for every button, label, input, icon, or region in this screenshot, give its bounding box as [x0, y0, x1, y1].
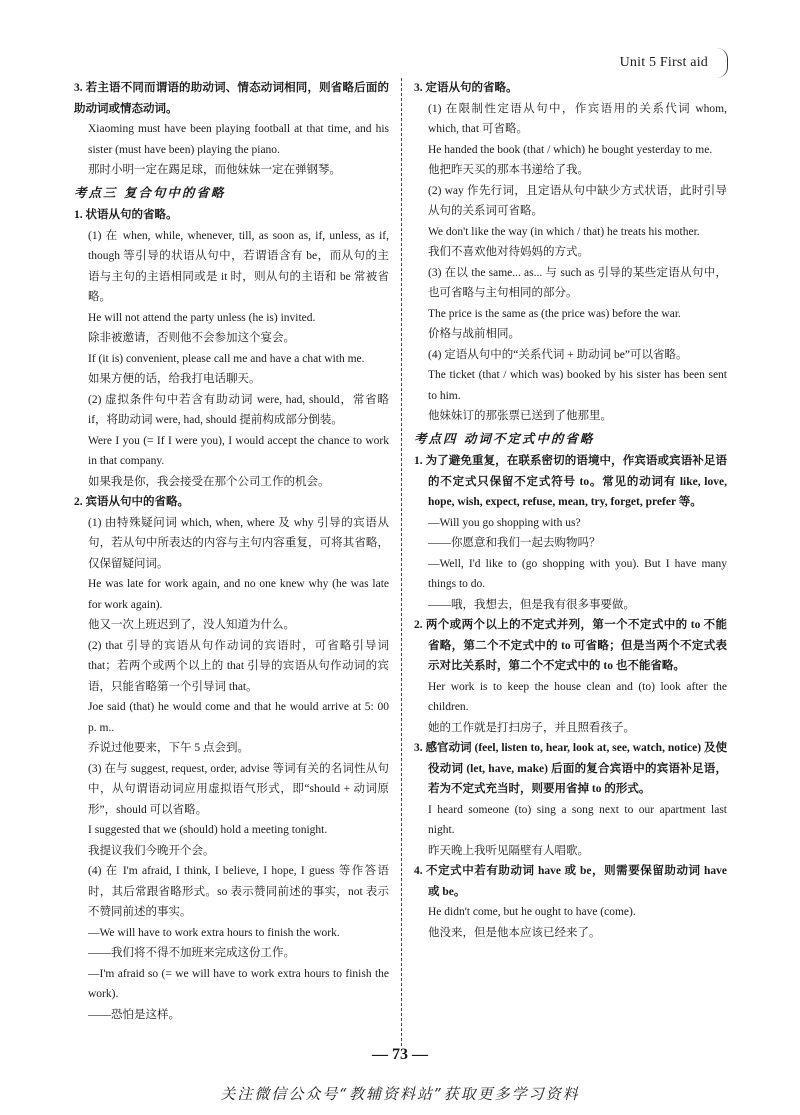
body-text: Were I you (= If I were you), I would accept the chance to work in that company.: [88, 434, 389, 467]
body-text: 昨天晚上我听见隔壁有人唱歌。: [428, 844, 589, 857]
page-number: — 73 —: [372, 1046, 428, 1063]
footer-note: 关注微信公众号“教辅资料站”获取更多学习资料: [220, 1085, 580, 1103]
body-text: (4) 定语从句中的“关系代词 + 助动词 be”可以省略。: [428, 348, 688, 361]
body-text: We don't like the way (in which / that) he treats his mother.: [428, 225, 700, 238]
column-divider: [401, 78, 402, 1046]
body-text: He didn't come, but he ought to have (come).: [428, 906, 636, 918]
item-heading: 3. 若主语不同而谓语的助动词、情态动词相同，则省略后面的助动词或情态动词。: [74, 82, 389, 115]
body-text: He handed the book (that / which) he bought yesterday to me.: [428, 143, 713, 156]
body-text: 如果方便的话，给我打电话聊天。: [88, 373, 261, 385]
dialogue-line: —Well, I'd like to (go shopping with you). But I have many things to do.: [428, 557, 727, 590]
body-text: (1) 在 when, while, whenever, till, as soon as, if, unless, as if, though 等引导的状语从句中，若谓语含有 be，而从句的主语与主句的主语相同或是 it 时，则从句的主语和 be 常被省略。: [88, 229, 389, 303]
body-text: ——我们将不得不加班来完成这份工作。: [88, 947, 295, 959]
dialogue-line: ——哦，我想去，但是我有很多事要做。: [428, 598, 635, 611]
body-text: (3) 在与 suggest, request, order, advise 等词有关的名词性从句中，从句谓语动词应用虚拟语气形式，即“should + 动词原形”，should 可以省略。: [88, 762, 389, 816]
body-text: —We will have to work extra hours to finish the work.: [88, 926, 340, 939]
section-heading: 考点三 复合句中的省略: [74, 184, 226, 200]
body-text: (2) 虚拟条件句中若含有助动词 were, had, should，常省略 if，将助动词 were, had, should 提前构成部分倒装。: [88, 393, 389, 426]
dialogue-line: —Will you go shopping with us?: [428, 516, 581, 529]
dialogue-line: ——你愿意和我们一起去购物吗？: [428, 537, 601, 549]
body-text: 价格与战前相同。: [428, 328, 520, 340]
body-text: (1) 由特殊疑问词 which, when, where 及 why 引导的宾语从句，若从句中所表达的内容与主句内容重复，可将其省略，仅保留疑问词。: [88, 516, 389, 570]
body-text: The ticket (that / which was) booked by his sister has been sent to him.: [428, 369, 727, 402]
body-text: (1) 在限制性定语从句中，作宾语用的关系代词 whom, which, that 可省略。: [428, 102, 727, 135]
item-heading: 1. 状语从句的省略。: [74, 209, 178, 221]
body-text: 我们不喜欢他对待妈妈的方式。: [428, 246, 589, 258]
body-text: 那时小明一定在踢足球，而他妹妹一定在弹钢琴。: [88, 164, 341, 176]
body-text: The price is the same as (the price was) before the war.: [428, 307, 681, 320]
body-text: Joe said (that) he would come and that he would arrive at 5: 00 p. m..: [88, 701, 389, 734]
item-heading: 4. 不定式中若有助动词 have 或 be，则需要保留助动词 have 或 be。: [414, 865, 727, 898]
body-text: If (it is) convenient, please call me and have a chat with me.: [88, 352, 365, 365]
left-column: [74, 78, 389, 1025]
body-text: (2) that 引导的宾语从句作动词的宾语时，可省略引导词 that；若两个或两个以上的 that 引导的宾语从句作动词的宾语，只能省略第一个引导词 that。: [88, 639, 389, 693]
right-column: [414, 78, 727, 943]
body-text: I heard someone (to) sing a song next to our apartment last night.: [428, 803, 727, 836]
body-text: (4) 在 I'm afraid, I think, I believe, I hope, I guess 等作答语时，其后常跟省略形式。so 表示赞同前述的事实，not 表示不赞同前述的事实。: [88, 865, 389, 918]
body-text: 如果我是你，我会接受在那个公司工作的机会。: [88, 475, 330, 488]
body-text: —I'm afraid so (= we will have to work extra hours to finish the work).: [88, 967, 389, 1000]
body-text: (2) way 作先行词，且定语从句中缺少方式状语，此时引导从句的关系词可省略。: [428, 184, 727, 217]
body-text: 我提议我们今晚开个会。: [88, 844, 215, 857]
unit-title: Unit 5 First aid: [619, 55, 708, 70]
body-text: 她的工作就是打扫房子，并且照看孩子。: [428, 721, 635, 734]
body-text: 他妹妹订的那张票已送到了他那里。: [428, 410, 612, 422]
body-text: I suggested that we (should) hold a meeting tonight.: [88, 824, 328, 836]
body-text: ——恐怕是这样。: [88, 1008, 180, 1021]
item-heading: 2. 两个或两个以上的不定式并列，第一个不定式中的 to 不能省略，第二个不定式中的 to 可省略；但是当两个不定式表示对比关系时，第二个不定式中的 to 也不能省略。: [414, 619, 727, 672]
body-text: 乔说过他要来，下午 5 点会到。: [88, 742, 249, 754]
body-text: He will not attend the party unless (he is) invited.: [88, 311, 316, 324]
body-text: (3) 在以 the same... as... 与 such as 引导的某些定语从句中，也可省略与主句相同的部分。: [428, 266, 727, 299]
item-heading: 3. 定语从句的省略。: [414, 82, 518, 94]
section-heading: 考点四 动词不定式中的省略: [414, 430, 595, 446]
body-text: Her work is to keep the house clean and (to) look after the children.: [428, 680, 727, 713]
item-heading: 2. 宾语从句中的省略。: [74, 496, 189, 508]
body-text: He was late for work again, and no one knew why (he was late for work again).: [88, 578, 389, 611]
item-heading: 3. 感官动词 (feel, listen to, hear, look at, see, watch, notice) 及使役动词 (let, have, make) 后面的复合宾语中的宾语补足语，若为不定式充当时，则要用省掉 to 的形式。: [414, 742, 727, 795]
body-text: Xiaoming must have been playing football at that time, and his sister (must have been) playing the piano.: [88, 123, 389, 156]
body-text: 他没来，但是他本应该已经来了。: [428, 926, 601, 939]
body-text: 他又一次上班迟到了，没人知道为什么。: [88, 619, 295, 631]
header-decoration: [717, 48, 728, 78]
item-heading: 1. 为了避免重复，在联系密切的语境中，作宾语或宾语补足语的不定式只保留不定式符号 to。常见的动词有 like, love, hope, wish, expect, refuse, mean, try, forget, prefer 等。: [414, 455, 727, 508]
body-text: 除非被邀请，否则他不会参加这个宴会。: [88, 332, 295, 344]
body-text: 他把昨天买的那本书递给了我。: [428, 164, 589, 176]
